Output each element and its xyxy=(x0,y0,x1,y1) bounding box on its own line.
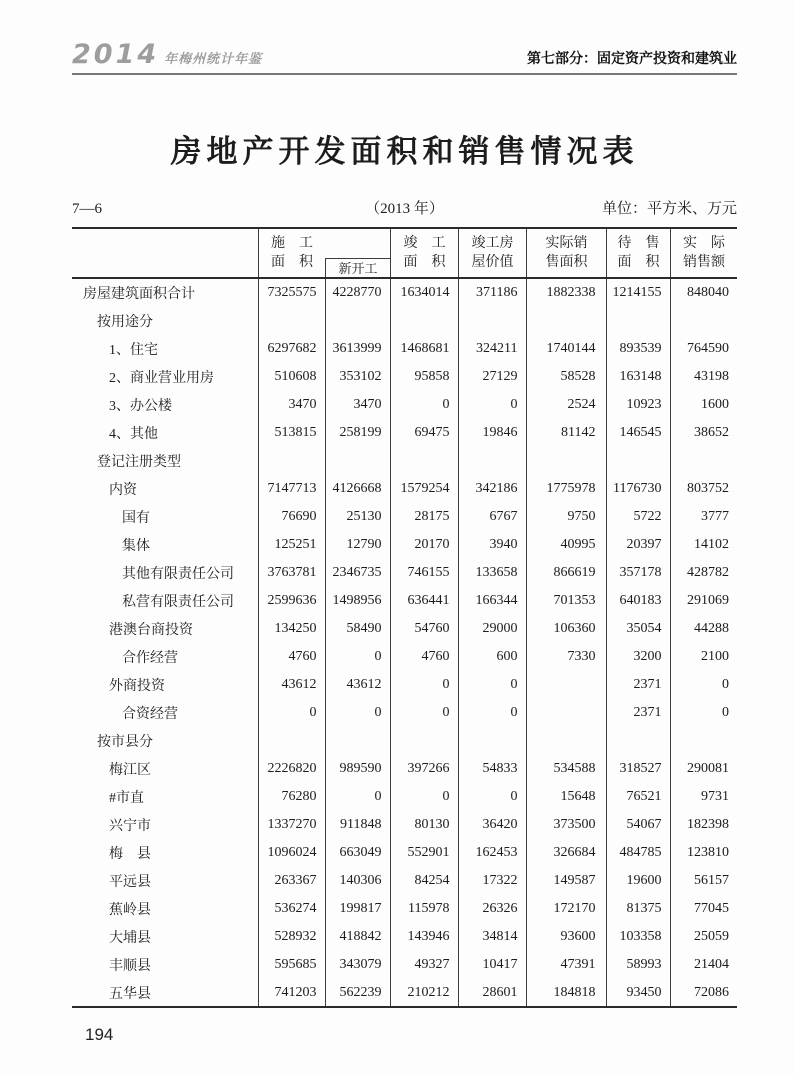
cell-value: 143946 xyxy=(390,923,458,951)
col-header-actual-sales-area: 实际销 售面积 xyxy=(526,229,606,277)
cell-value: 803752 xyxy=(670,475,737,503)
col-header-completed-value: 竣工房 屋价值 xyxy=(458,229,526,277)
table-row xyxy=(72,391,737,419)
cell-value xyxy=(258,307,325,335)
cell-value: 291069 xyxy=(670,587,737,615)
cell-value: 0 xyxy=(390,783,458,811)
cell-value: 0 xyxy=(325,783,390,811)
cell-value: 4126668 xyxy=(325,475,390,503)
cell-value: 3200 xyxy=(606,643,670,671)
cell-value: 342186 xyxy=(458,475,526,503)
row-label: 4、其他 xyxy=(109,427,158,442)
cell-value: 26326 xyxy=(458,895,526,923)
cell-value: 893539 xyxy=(606,335,670,363)
cell-value: 989590 xyxy=(325,755,390,783)
cell-value xyxy=(458,307,526,335)
cell-value: 701353 xyxy=(526,587,606,615)
cell-value: 12790 xyxy=(325,531,390,559)
cell-value: 534588 xyxy=(526,755,606,783)
row-label: 大埔县 xyxy=(109,931,151,946)
table-row xyxy=(72,867,737,895)
cell-value: 764590 xyxy=(670,335,737,363)
row-label: 外商投资 xyxy=(109,679,165,694)
cell-value: 510608 xyxy=(258,363,325,391)
row-label: 房屋建筑面积合计 xyxy=(83,287,195,302)
cell-value: 2371 xyxy=(606,671,670,699)
cell-value: 552901 xyxy=(390,839,458,867)
col-header-construction-area: 施 工 面 积 xyxy=(258,229,325,277)
cell-value: 134250 xyxy=(258,615,325,643)
cell-value: 93600 xyxy=(526,923,606,951)
page-number: 194 xyxy=(85,1025,114,1044)
cell-value: 324211 xyxy=(458,335,526,363)
row-label: 梅 县 xyxy=(109,847,151,862)
cell-value: 866619 xyxy=(526,559,606,587)
cell-value: 5722 xyxy=(606,503,670,531)
cell-value: 54833 xyxy=(458,755,526,783)
table-row xyxy=(72,727,737,755)
cell-value: 25130 xyxy=(325,503,390,531)
cell-value: 58993 xyxy=(606,951,670,979)
cell-value: 123810 xyxy=(670,839,737,867)
section-header: 第七部分：固定资产投资和建筑业 xyxy=(527,50,737,66)
cell-value: 1740144 xyxy=(526,335,606,363)
cell-value xyxy=(606,447,670,475)
col-header-row-labels xyxy=(72,229,258,277)
cell-value: 3777 xyxy=(670,503,737,531)
table-row xyxy=(72,559,737,587)
cell-value: 21404 xyxy=(670,951,737,979)
col-header-new-start-box: 新开工 xyxy=(325,258,390,277)
cell-value: 741203 xyxy=(258,979,325,1007)
page-title: 房地产开发面积和销售情况表 xyxy=(170,134,639,169)
table-row xyxy=(72,923,737,951)
cell-value: 149587 xyxy=(526,867,606,895)
cell-value: 44288 xyxy=(670,615,737,643)
cell-value: 373500 xyxy=(526,811,606,839)
cell-value: 640183 xyxy=(606,587,670,615)
yearbook-logo xyxy=(72,39,262,70)
cell-value: 80130 xyxy=(390,811,458,839)
cell-value: 103358 xyxy=(606,923,670,951)
cell-value: 72086 xyxy=(670,979,737,1007)
cell-value: 2524 xyxy=(526,391,606,419)
cell-value xyxy=(526,699,606,727)
cell-value: 58490 xyxy=(325,615,390,643)
table-row xyxy=(72,979,737,1007)
row-label: 按用途分 xyxy=(97,315,153,330)
cell-value: 600 xyxy=(458,643,526,671)
cell-value: 7325575 xyxy=(258,279,325,307)
cell-value: 47391 xyxy=(526,951,606,979)
cell-value: 81375 xyxy=(606,895,670,923)
cell-value: 636441 xyxy=(390,587,458,615)
cell-value xyxy=(258,447,325,475)
logo-suffix-text: 年梅州统计年鉴 xyxy=(164,52,263,67)
cell-value: 2599636 xyxy=(258,587,325,615)
cell-value: 258199 xyxy=(325,419,390,447)
cell-value: 172170 xyxy=(526,895,606,923)
table-body xyxy=(72,279,737,1007)
table-number: 7—6 xyxy=(72,201,102,217)
cell-value: 1468681 xyxy=(390,335,458,363)
table-row xyxy=(72,335,737,363)
cell-value: 29000 xyxy=(458,615,526,643)
cell-value: 1882338 xyxy=(526,279,606,307)
cell-value: 290081 xyxy=(670,755,737,783)
cell-value: 14102 xyxy=(670,531,737,559)
cell-value: 1498956 xyxy=(325,587,390,615)
table-unit: 单位：平方米、万元 xyxy=(601,201,737,217)
table-row xyxy=(72,895,737,923)
cell-value: 2371 xyxy=(606,699,670,727)
cell-value: 25059 xyxy=(670,923,737,951)
cell-value: 54067 xyxy=(606,811,670,839)
cell-value: 146545 xyxy=(606,419,670,447)
cell-value xyxy=(390,727,458,755)
cell-value: 4228770 xyxy=(325,279,390,307)
table-row xyxy=(72,307,737,335)
table-year: （2013 年） xyxy=(365,201,444,217)
cell-value xyxy=(526,447,606,475)
cell-value: 343079 xyxy=(325,951,390,979)
table-header xyxy=(72,227,737,279)
cell-value: 182398 xyxy=(670,811,737,839)
cell-value: 54760 xyxy=(390,615,458,643)
cell-value: 353102 xyxy=(325,363,390,391)
cell-value: 2226820 xyxy=(258,755,325,783)
data-table xyxy=(72,227,737,1008)
cell-value: 19600 xyxy=(606,867,670,895)
cell-value: 528932 xyxy=(258,923,325,951)
cell-value: 43612 xyxy=(258,671,325,699)
cell-value: 2346735 xyxy=(325,559,390,587)
col-header-actual-sales-amount: 实 际 销售额 xyxy=(670,229,737,277)
cell-value: 746155 xyxy=(390,559,458,587)
col-header-new-start xyxy=(325,229,390,277)
cell-value: 106360 xyxy=(526,615,606,643)
table-row xyxy=(72,531,737,559)
cell-value: 7330 xyxy=(526,643,606,671)
cell-value xyxy=(606,727,670,755)
cell-value: 0 xyxy=(258,699,325,727)
cell-value: 484785 xyxy=(606,839,670,867)
cell-value: 428782 xyxy=(670,559,737,587)
cell-value: 1634014 xyxy=(390,279,458,307)
row-label: 平远县 xyxy=(109,875,151,890)
cell-value xyxy=(325,447,390,475)
row-label: 国有 xyxy=(122,511,150,526)
cell-value: 1176730 xyxy=(606,475,670,503)
cell-value: 38652 xyxy=(670,419,737,447)
table-row xyxy=(72,951,737,979)
cell-value: 6297682 xyxy=(258,335,325,363)
table-row xyxy=(72,811,737,839)
row-label: 2、商业营业用房 xyxy=(109,371,214,386)
cell-value: 84254 xyxy=(390,867,458,895)
cell-value: 40995 xyxy=(526,531,606,559)
cell-value: 43198 xyxy=(670,363,737,391)
cell-value: 1579254 xyxy=(390,475,458,503)
cell-value: 35054 xyxy=(606,615,670,643)
cell-value: 34814 xyxy=(458,923,526,951)
cell-value: 0 xyxy=(390,699,458,727)
cell-value xyxy=(526,307,606,335)
cell-value: 1337270 xyxy=(258,811,325,839)
cell-value: 357178 xyxy=(606,559,670,587)
cell-value: 1775978 xyxy=(526,475,606,503)
page-running-header xyxy=(72,39,737,75)
cell-value: 10923 xyxy=(606,391,670,419)
col-header-completed-area: 竣 工 面 积 xyxy=(390,229,458,277)
cell-value: 163148 xyxy=(606,363,670,391)
cell-value: 20170 xyxy=(390,531,458,559)
cell-value: 69475 xyxy=(390,419,458,447)
cell-value: 76280 xyxy=(258,783,325,811)
cell-value: 0 xyxy=(325,699,390,727)
row-label: 3、办公楼 xyxy=(109,399,172,414)
cell-value xyxy=(670,447,737,475)
cell-value: 184818 xyxy=(526,979,606,1007)
cell-value: 28175 xyxy=(390,503,458,531)
cell-value: 663049 xyxy=(325,839,390,867)
row-label: 1、住宅 xyxy=(109,343,158,358)
cell-value: 536274 xyxy=(258,895,325,923)
cell-value: 9750 xyxy=(526,503,606,531)
cell-value: 911848 xyxy=(325,811,390,839)
cell-value xyxy=(325,307,390,335)
cell-value xyxy=(670,727,737,755)
cell-value xyxy=(458,727,526,755)
cell-value: 133658 xyxy=(458,559,526,587)
table-row xyxy=(72,587,737,615)
table-row xyxy=(72,419,737,447)
cell-value: 95858 xyxy=(390,363,458,391)
cell-value: 27129 xyxy=(458,363,526,391)
table-row xyxy=(72,783,737,811)
cell-value: 166344 xyxy=(458,587,526,615)
cell-value: 43612 xyxy=(325,671,390,699)
cell-value: 140306 xyxy=(325,867,390,895)
cell-value xyxy=(526,727,606,755)
cell-value: 0 xyxy=(458,699,526,727)
cell-value: 76690 xyxy=(258,503,325,531)
row-label: 蕉岭县 xyxy=(109,903,151,918)
cell-value: 1214155 xyxy=(606,279,670,307)
cell-value: 20397 xyxy=(606,531,670,559)
row-label: 私营有限责任公司 xyxy=(122,595,234,610)
cell-value: 49327 xyxy=(390,951,458,979)
cell-value: 4760 xyxy=(258,643,325,671)
row-label: 港澳台商投资 xyxy=(109,623,193,638)
cell-value: 0 xyxy=(458,671,526,699)
cell-value: 263367 xyxy=(258,867,325,895)
table-row xyxy=(72,363,737,391)
table-row xyxy=(72,447,737,475)
cell-value: 318527 xyxy=(606,755,670,783)
cell-value: 371186 xyxy=(458,279,526,307)
cell-value: 4760 xyxy=(390,643,458,671)
cell-value: 56157 xyxy=(670,867,737,895)
cell-value: 7147713 xyxy=(258,475,325,503)
row-label: 合资经营 xyxy=(122,707,178,722)
row-label: 集体 xyxy=(122,539,150,554)
cell-value: 3470 xyxy=(325,391,390,419)
row-label: 合作经营 xyxy=(122,651,178,666)
cell-value: 93450 xyxy=(606,979,670,1007)
table-row xyxy=(72,643,737,671)
col-header-for-sale-area: 待 售 面 积 xyxy=(606,229,670,277)
table-row xyxy=(72,671,737,699)
cell-value: 17322 xyxy=(458,867,526,895)
cell-value: 0 xyxy=(670,699,737,727)
cell-value: 0 xyxy=(458,783,526,811)
cell-value: 1600 xyxy=(670,391,737,419)
cell-value xyxy=(526,671,606,699)
row-label: #市直 xyxy=(109,791,144,806)
cell-value: 418842 xyxy=(325,923,390,951)
cell-value: 562239 xyxy=(325,979,390,1007)
cell-value xyxy=(390,307,458,335)
cell-value: 1096024 xyxy=(258,839,325,867)
cell-value: 0 xyxy=(670,671,737,699)
table-meta-row xyxy=(72,197,737,218)
cell-value: 19846 xyxy=(458,419,526,447)
logo-year-text: 2014 xyxy=(72,39,160,70)
cell-value: 28601 xyxy=(458,979,526,1007)
table-row xyxy=(72,503,737,531)
table-row xyxy=(72,615,737,643)
cell-value: 10417 xyxy=(458,951,526,979)
row-label: 按市县分 xyxy=(97,735,153,750)
cell-value: 76521 xyxy=(606,783,670,811)
table-body-grid xyxy=(72,279,737,1008)
cell-value: 81142 xyxy=(526,419,606,447)
cell-value: 326684 xyxy=(526,839,606,867)
cell-value: 2100 xyxy=(670,643,737,671)
cell-value: 15648 xyxy=(526,783,606,811)
row-label: 内资 xyxy=(109,483,137,498)
cell-value: 162453 xyxy=(458,839,526,867)
cell-value: 6767 xyxy=(458,503,526,531)
cell-value: 210212 xyxy=(390,979,458,1007)
cell-value xyxy=(458,447,526,475)
table-row xyxy=(72,839,737,867)
table-row xyxy=(72,279,737,307)
cell-value: 36420 xyxy=(458,811,526,839)
cell-value xyxy=(390,447,458,475)
row-label: 其他有限责任公司 xyxy=(122,567,234,582)
cell-value xyxy=(258,727,325,755)
cell-value: 0 xyxy=(390,671,458,699)
cell-value: 3470 xyxy=(258,391,325,419)
cell-value: 848040 xyxy=(670,279,737,307)
cell-value: 58528 xyxy=(526,363,606,391)
row-label: 登记注册类型 xyxy=(97,455,181,470)
cell-value xyxy=(670,307,737,335)
cell-value: 3940 xyxy=(458,531,526,559)
cell-value: 0 xyxy=(390,391,458,419)
row-label: 梅江区 xyxy=(109,763,151,778)
cell-value: 3763781 xyxy=(258,559,325,587)
row-label: 五华县 xyxy=(109,986,151,1002)
cell-value: 3613999 xyxy=(325,335,390,363)
cell-value: 77045 xyxy=(670,895,737,923)
table-row xyxy=(72,755,737,783)
cell-value xyxy=(325,727,390,755)
cell-value: 0 xyxy=(458,391,526,419)
cell-value: 9731 xyxy=(670,783,737,811)
row-label: 丰顺县 xyxy=(109,959,151,974)
cell-value: 0 xyxy=(325,643,390,671)
table-row xyxy=(72,699,737,727)
cell-value: 125251 xyxy=(258,531,325,559)
cell-value: 199817 xyxy=(325,895,390,923)
cell-value: 595685 xyxy=(258,951,325,979)
cell-value xyxy=(606,307,670,335)
cell-value: 115978 xyxy=(390,895,458,923)
cell-value: 397266 xyxy=(390,755,458,783)
table-row xyxy=(72,475,737,503)
cell-value: 513815 xyxy=(258,419,325,447)
row-label: 兴宁市 xyxy=(109,819,151,834)
